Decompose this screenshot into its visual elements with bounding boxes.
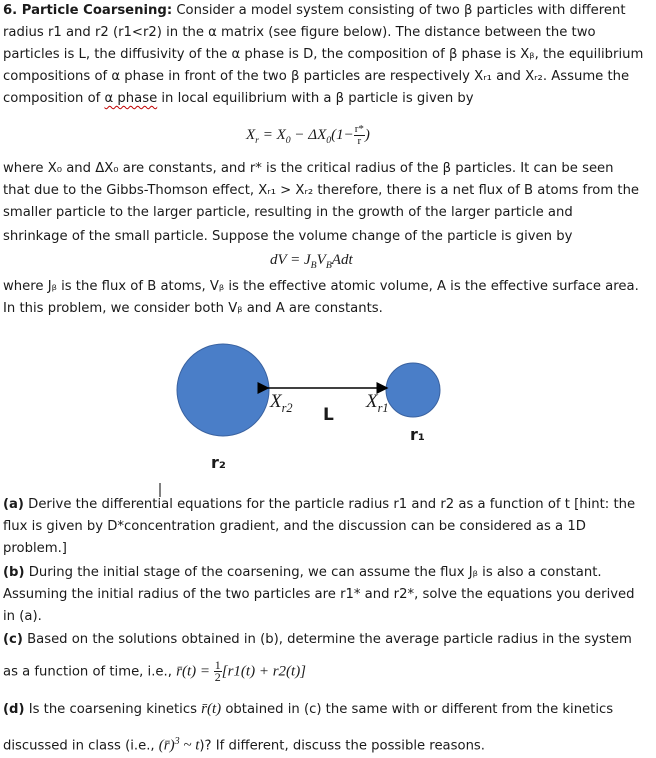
equation-volume: dV = $J_BV_BAdt$ xyxy=(270,252,353,271)
problem-line-5: composition of α phase in local equilibrium with a β particle is given by xyxy=(3,91,474,106)
part-d-line-2: discussed in class (i.e., (r̄)$^3$ ~ t)? If different, discuss the possible reasons. xyxy=(3,736,485,754)
label-xr2: $X_{r2}$ xyxy=(270,391,293,415)
problem-title: 6. Particle Coarsening: xyxy=(3,3,173,18)
part-c-line-2: as a function of time, i.e., r̄(t) = $\frac{1}{2}$ [r1(t) + r2(t)] xyxy=(3,658,307,684)
small-particle xyxy=(386,363,440,417)
part-b-line-3: in (a). xyxy=(3,609,42,624)
label-r1: r₁ xyxy=(410,425,425,444)
problem-line-9: shrinkage of the small particle. Suppose the volume change of the particle is given by xyxy=(3,229,573,244)
part-a-line-3: problem.] xyxy=(3,541,67,556)
part-a-line-1: (a) Derive the differential equations for the particle radius r1 and r2 as a function of t [hint: the xyxy=(3,497,636,512)
part-c-line-1: (c) Based on the solutions obtained in (b), determine the average particle radius in the system xyxy=(3,632,632,647)
spellcheck-phrase: α phase xyxy=(104,91,158,106)
label-xr1: $X_{r1}$ xyxy=(366,391,389,415)
problem-line-11: In this problem, we consider both Vᵦ and A are constants. xyxy=(3,301,383,316)
problem-line-1: 6. Particle Coarsening: Consider a model system consisting of two β particles with different xyxy=(3,3,626,18)
problem-line-4: compositions of α phase in front of the two β particles are respectively Xᵣ₁ and Xᵣ₂. Assume the xyxy=(3,69,630,84)
part-d-line-1: (d) Is the coarsening kinetics r̄(t) obtained in (c) the same with or different from the kinetics xyxy=(3,701,614,717)
part-a-line-2: flux is given by D*concentration gradient, and the discussion can be considered as a 1D xyxy=(3,519,586,534)
part-b-line-1: (b) During the initial stage of the coarsening, we can assume the flux Jᵦ is also a constant. xyxy=(3,565,602,580)
problem-line-8: smaller particle to the larger particle, resulting in the growth of the larger particle and xyxy=(3,205,573,220)
label-distance: L xyxy=(323,405,334,425)
part-b-line-2: Assuming the initial radius of the two particles are r1* and r2*, solve the equations you derived xyxy=(3,587,635,602)
problem-line-2: radius r1 and r2 (r1<r2) in the α matrix (see figure below). The distance between the two xyxy=(3,25,596,40)
label-r2: r₂ xyxy=(211,453,226,472)
equation-composition: $X_r = X_0 - \Delta X_0(1-$ $\frac{r*}{r}$ ) xyxy=(246,123,370,147)
problem-line-6: where X₀ and ΔX₀ are constants, and r* is the critical radius of the β particles. It can be seen xyxy=(3,161,614,176)
problem-line-10: where Jᵦ is the flux of B atoms, Vᵦ is the effective atomic volume, A is the effective surface area. xyxy=(3,279,639,294)
particle-figure xyxy=(0,335,656,500)
problem-line-7: that due to the Gibbs-Thomson effect, Xᵣ₁ > Xᵣ₂ therefore, there is a net flux of B atoms from the xyxy=(3,183,640,198)
problem-line-3: particles is L, the diffusivity of the α phase is D, the composition of β phase is Xᵦ, the equilibrium xyxy=(3,47,644,62)
large-particle xyxy=(177,344,269,436)
